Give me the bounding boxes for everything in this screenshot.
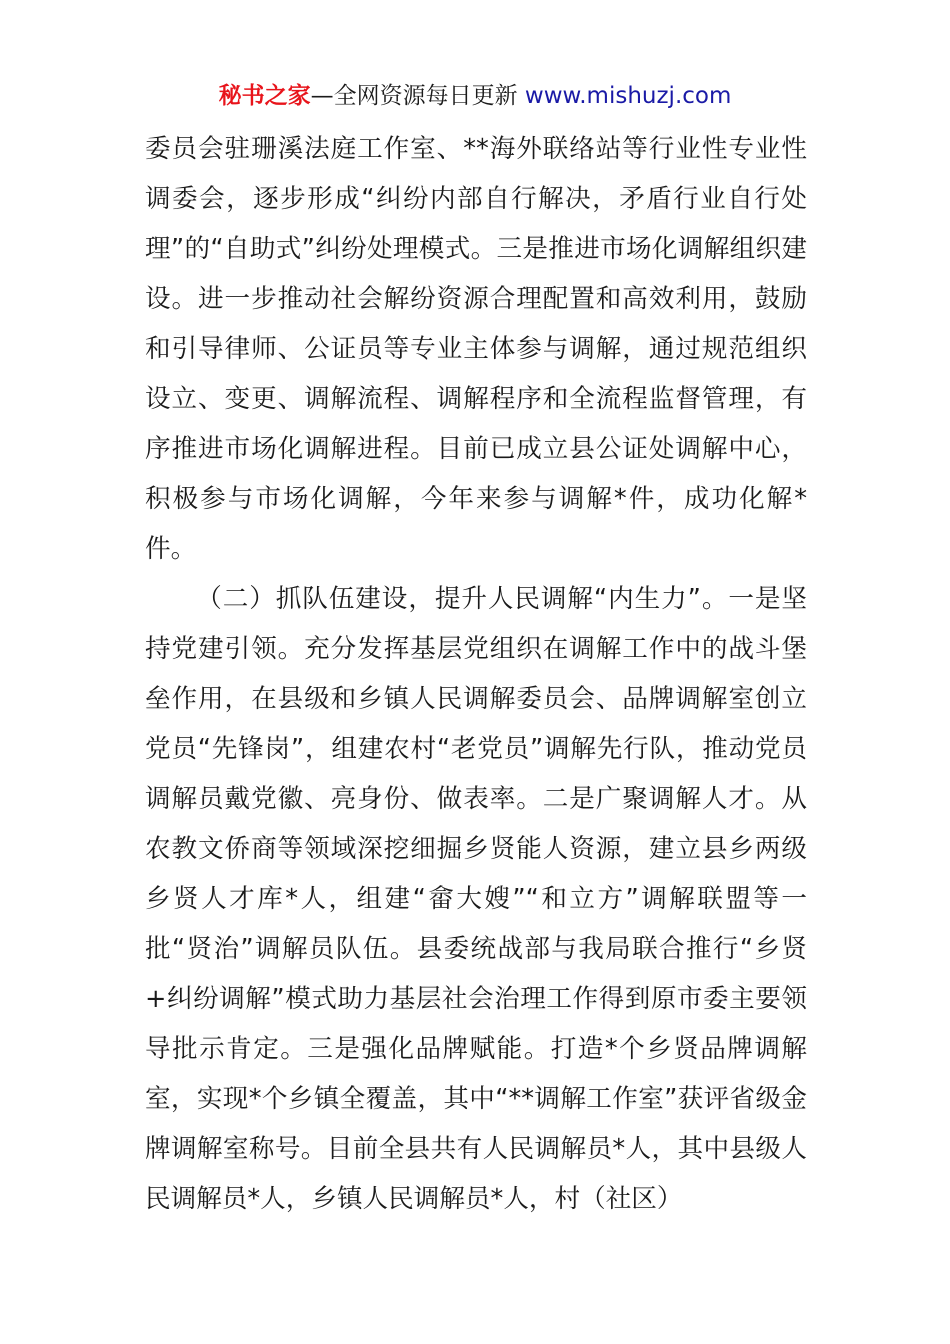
paragraph-continued: 委员会驻珊溪法庭工作室、**海外联络站等行业性专业性调委会，逐步形成“纠纷内部自行解决，矛盾行业自行处理”的“自助式”纠纷处理模式。三是推进市场化调解组织建设。进一步推动社会解纷资源合理配置和高效利用，鼓励和引导律师、公证员等专业主体参与调解，通过规范组织设立、变更、调解流程、调解程序和全流程监督管理，有序推进市场化调解进程。目前已成立县公证处调解中心，积极参与市场化调解，今年来参与调解*件，成功化解*件。 [145,134,807,564]
document-body [145,124,807,1224]
page-header [0,80,950,112]
header-tagline: —全网资源每日更新 [310,83,525,109]
site-url-link[interactable]: www.mishuzj.com [524,83,732,109]
paragraph-team-building: （二）抓队伍建设，提升人民调解“内生力”。一是坚持党建引领。充分发挥基层党组织在调解工作中的战斗堡垒作用，在县级和乡镇人民调解委员会、品牌调解室创立党员“先锋岗”，组建农村“老党员”调解先行队，推动党员调解员戴党徽、亮身份、做表率。二是广聚调解人才。从农教文侨商等领域深挖细掘乡贤能人资源，建立县乡两级乡贤人才库*人，组建“畲大嫂”“和立方”调解联盟等一批“贤治”调解员队伍。县委统战部与我局联合推行“乡贤+纠纷调解”模式助力基层社会治理工作得到原市委主要领导批示肯定。三是强化品牌赋能。打造*个乡贤品牌调解室，实现*个乡镇全覆盖，其中“**调解工作室”获评省级金牌调解室称号。目前全县共有人民调解员*人，其中县级人民调解员*人，乡镇人民调解员*人，村（社区） [145,584,807,1214]
brand-name: 秘书之家 [218,83,311,109]
